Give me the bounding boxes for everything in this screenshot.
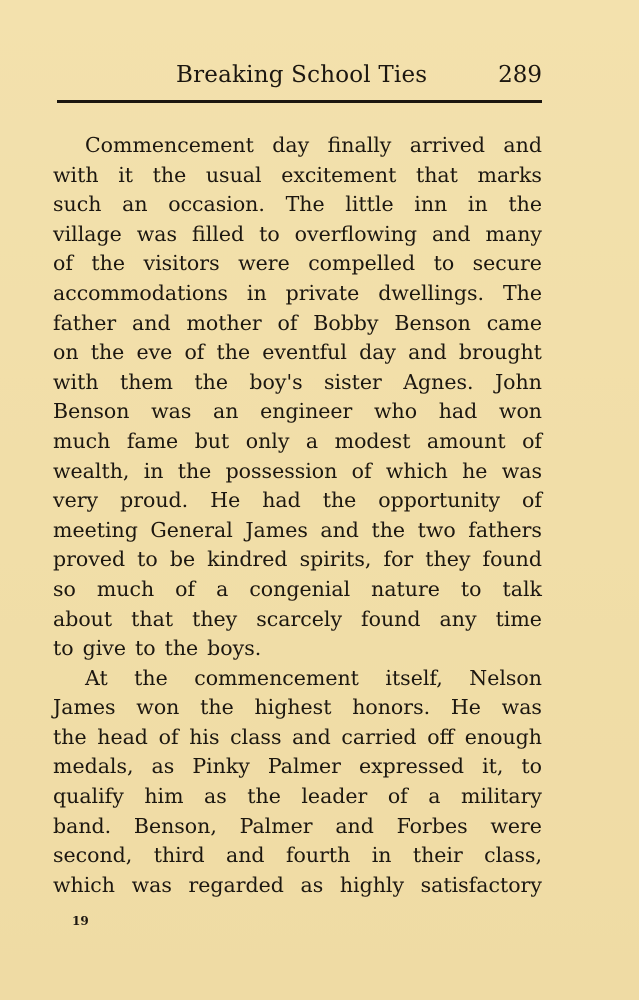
signature-mark: 19 bbox=[72, 914, 89, 928]
word: the bbox=[508, 192, 542, 217]
word: to bbox=[259, 221, 280, 246]
word: was bbox=[136, 221, 178, 246]
word: James bbox=[53, 695, 116, 720]
word: Agnes. bbox=[403, 369, 474, 394]
word: spirits, bbox=[299, 547, 372, 572]
word: Palmer bbox=[239, 813, 313, 838]
word: won bbox=[498, 399, 542, 424]
word: Forbes bbox=[396, 813, 468, 838]
word: any bbox=[439, 606, 477, 631]
word: and bbox=[292, 724, 331, 749]
text-line bbox=[53, 782, 542, 812]
word: so bbox=[53, 576, 76, 601]
word: day bbox=[359, 340, 397, 365]
word: of bbox=[175, 576, 196, 601]
word: opportunity bbox=[378, 488, 501, 513]
word: He bbox=[210, 488, 241, 513]
text-line bbox=[53, 664, 542, 694]
word: band. bbox=[53, 813, 112, 838]
word: in bbox=[467, 192, 488, 217]
word: The bbox=[502, 280, 542, 305]
word: mother bbox=[186, 310, 262, 335]
word: proud. bbox=[120, 488, 189, 513]
word: boy's bbox=[249, 369, 303, 394]
word: James bbox=[245, 517, 308, 542]
word: his bbox=[189, 724, 220, 749]
word: Nelson bbox=[469, 665, 542, 690]
word: visitors bbox=[143, 251, 220, 276]
word: the bbox=[134, 665, 168, 690]
word: of bbox=[522, 428, 542, 453]
word: fathers bbox=[468, 517, 542, 542]
word: third bbox=[153, 843, 205, 868]
text-line bbox=[53, 220, 542, 250]
word: a bbox=[305, 428, 319, 453]
text-line bbox=[53, 368, 542, 398]
word: as bbox=[151, 754, 175, 779]
word: little bbox=[345, 192, 394, 217]
header-rule bbox=[57, 100, 542, 103]
word: expressed bbox=[358, 754, 465, 779]
word: the bbox=[322, 488, 357, 513]
word: them bbox=[119, 369, 173, 394]
word: head bbox=[97, 724, 148, 749]
word: that bbox=[415, 162, 458, 187]
word: compelled bbox=[308, 251, 416, 276]
word: sister bbox=[324, 369, 382, 394]
word: for bbox=[383, 547, 414, 572]
text-line bbox=[53, 575, 542, 605]
word: him bbox=[144, 784, 184, 809]
word: was bbox=[151, 399, 192, 424]
word: eventful bbox=[262, 340, 347, 365]
text-line bbox=[53, 605, 542, 635]
word: to bbox=[521, 754, 542, 779]
word: medals, bbox=[53, 754, 134, 779]
word: the bbox=[152, 162, 187, 187]
word: satisfactory bbox=[420, 872, 542, 897]
word: to bbox=[137, 547, 158, 572]
page-number: 289 bbox=[498, 62, 542, 88]
word: much bbox=[53, 428, 111, 453]
word: military bbox=[461, 784, 542, 809]
word: Benson, bbox=[133, 813, 217, 838]
word: which bbox=[53, 872, 115, 897]
word: brought bbox=[458, 340, 542, 365]
text-line bbox=[53, 338, 542, 368]
word: the bbox=[371, 517, 406, 542]
word: and bbox=[408, 340, 447, 365]
word: meeting bbox=[53, 517, 138, 542]
word: occasion. bbox=[168, 192, 265, 217]
word: in bbox=[143, 458, 164, 483]
word: wealth, bbox=[53, 458, 130, 483]
word: the bbox=[164, 636, 199, 661]
word: an bbox=[122, 192, 148, 217]
word: and bbox=[335, 813, 374, 838]
text-line bbox=[53, 161, 542, 191]
word: came bbox=[486, 310, 542, 335]
word: He bbox=[450, 695, 481, 720]
word: on bbox=[53, 340, 79, 365]
word: class, bbox=[484, 843, 542, 868]
text-line bbox=[53, 752, 542, 782]
word: the bbox=[247, 784, 281, 809]
word: found bbox=[361, 606, 421, 631]
word: nature bbox=[371, 576, 440, 601]
word: were bbox=[238, 251, 290, 276]
word: the bbox=[90, 340, 125, 365]
word: was bbox=[501, 458, 542, 483]
word: the bbox=[53, 724, 87, 749]
word: scarcely bbox=[256, 606, 343, 631]
word: of bbox=[53, 251, 73, 276]
word: to bbox=[135, 636, 156, 661]
word: of bbox=[351, 458, 372, 483]
word: an bbox=[213, 399, 239, 424]
word: private bbox=[285, 280, 360, 305]
word: off bbox=[427, 724, 455, 749]
text-line bbox=[53, 457, 542, 487]
word: very bbox=[53, 488, 99, 513]
text-line bbox=[53, 545, 542, 575]
word: usual bbox=[205, 162, 262, 187]
word: leader bbox=[301, 784, 368, 809]
word: father bbox=[53, 310, 117, 335]
word: which bbox=[385, 458, 448, 483]
text-line bbox=[53, 249, 542, 279]
word: of bbox=[184, 340, 205, 365]
word: was bbox=[131, 872, 172, 897]
word: with bbox=[53, 162, 99, 187]
word: the bbox=[177, 458, 212, 483]
word: in bbox=[246, 280, 267, 305]
word: enough bbox=[464, 724, 542, 749]
word: it bbox=[118, 162, 133, 187]
word: modest bbox=[334, 428, 411, 453]
word: talk bbox=[502, 576, 542, 601]
word: honors. bbox=[352, 695, 431, 720]
word: was bbox=[501, 695, 542, 720]
word: that bbox=[131, 606, 174, 631]
word: as bbox=[300, 872, 324, 897]
word: of bbox=[387, 784, 408, 809]
word: a bbox=[216, 576, 229, 601]
text-line bbox=[53, 723, 542, 753]
word: they bbox=[425, 547, 471, 572]
word: arrived bbox=[409, 133, 485, 157]
word: the bbox=[91, 251, 125, 276]
word: class bbox=[230, 724, 282, 749]
word: found bbox=[482, 547, 542, 572]
word: had bbox=[262, 488, 301, 513]
word: of bbox=[522, 488, 542, 513]
word: village bbox=[53, 221, 122, 246]
text-line bbox=[53, 309, 542, 339]
word: eve bbox=[136, 340, 173, 365]
word: inn bbox=[414, 192, 448, 217]
word: Pinky bbox=[192, 754, 250, 779]
text-line bbox=[53, 516, 542, 546]
text-line bbox=[53, 841, 542, 871]
word: had bbox=[438, 399, 478, 424]
word: with bbox=[53, 369, 99, 394]
word: possession bbox=[225, 458, 338, 483]
word: two bbox=[417, 517, 456, 542]
text-line bbox=[53, 634, 542, 664]
word: engineer bbox=[260, 399, 353, 424]
word: who bbox=[373, 399, 418, 424]
word: in bbox=[371, 843, 392, 868]
text-line bbox=[53, 486, 542, 516]
word: to bbox=[53, 636, 74, 661]
word: be bbox=[169, 547, 196, 572]
word: John bbox=[494, 369, 542, 394]
word: Commencement bbox=[85, 133, 254, 157]
running-head-title: Breaking School Ties bbox=[176, 62, 428, 88]
word: many bbox=[485, 221, 542, 246]
word: Palmer bbox=[267, 754, 341, 779]
word: it, bbox=[482, 754, 504, 779]
word: of bbox=[277, 310, 298, 335]
word: dwellings. bbox=[378, 280, 485, 305]
text-line bbox=[53, 397, 542, 427]
word: were bbox=[490, 813, 542, 838]
word: overflowing bbox=[294, 221, 417, 246]
word: carried bbox=[341, 724, 417, 749]
text-line bbox=[53, 871, 542, 901]
word: itself, bbox=[385, 665, 443, 690]
word: and bbox=[226, 843, 265, 868]
word: the bbox=[200, 695, 234, 720]
word: fame bbox=[126, 428, 179, 453]
word: regarded bbox=[188, 872, 284, 897]
word: kindred bbox=[207, 547, 288, 572]
word: and bbox=[503, 133, 542, 157]
word: he bbox=[462, 458, 488, 483]
text-line bbox=[53, 279, 542, 309]
running-head bbox=[60, 62, 542, 96]
word: time bbox=[495, 606, 542, 631]
word: won bbox=[136, 695, 180, 720]
word: marks bbox=[477, 162, 542, 187]
word: General bbox=[150, 517, 233, 542]
word: of bbox=[158, 724, 179, 749]
word: and bbox=[431, 221, 471, 246]
word: to bbox=[433, 251, 455, 276]
word: At bbox=[85, 665, 108, 690]
word: highly bbox=[339, 872, 405, 897]
word: finally bbox=[327, 133, 392, 157]
word: second, bbox=[53, 843, 133, 868]
word: the bbox=[216, 340, 251, 365]
word: about bbox=[53, 606, 113, 631]
word: and bbox=[320, 517, 359, 542]
word: qualify bbox=[53, 784, 124, 809]
word: accommodations bbox=[53, 280, 228, 305]
text-line bbox=[53, 427, 542, 457]
word: only bbox=[245, 428, 290, 453]
word: their bbox=[412, 843, 463, 868]
word: Benson bbox=[394, 310, 471, 335]
word: give bbox=[82, 636, 126, 661]
word: excitement bbox=[281, 162, 397, 187]
word: day bbox=[272, 133, 310, 157]
text-line bbox=[53, 131, 542, 161]
word: but bbox=[194, 428, 230, 453]
word: a bbox=[428, 784, 441, 809]
word: proved bbox=[53, 547, 126, 572]
word: commencement bbox=[194, 665, 359, 690]
word: the bbox=[194, 369, 228, 394]
text-line bbox=[53, 190, 542, 220]
word: highest bbox=[254, 695, 332, 720]
word: to bbox=[460, 576, 482, 601]
word: much bbox=[96, 576, 155, 601]
word: secure bbox=[472, 251, 542, 276]
text-line bbox=[53, 812, 542, 842]
word: boys. bbox=[207, 636, 262, 661]
word: amount bbox=[426, 428, 506, 453]
word: The bbox=[285, 192, 325, 217]
word: such bbox=[53, 192, 102, 217]
word: they bbox=[192, 606, 238, 631]
word: and bbox=[132, 310, 171, 335]
word: Bobby bbox=[313, 310, 379, 335]
word: congenial bbox=[249, 576, 351, 601]
text-line bbox=[53, 693, 542, 723]
body-text bbox=[53, 131, 542, 900]
word: Benson bbox=[53, 399, 130, 424]
word: as bbox=[204, 784, 227, 809]
word: fourth bbox=[285, 843, 351, 868]
word: filled bbox=[192, 221, 245, 246]
